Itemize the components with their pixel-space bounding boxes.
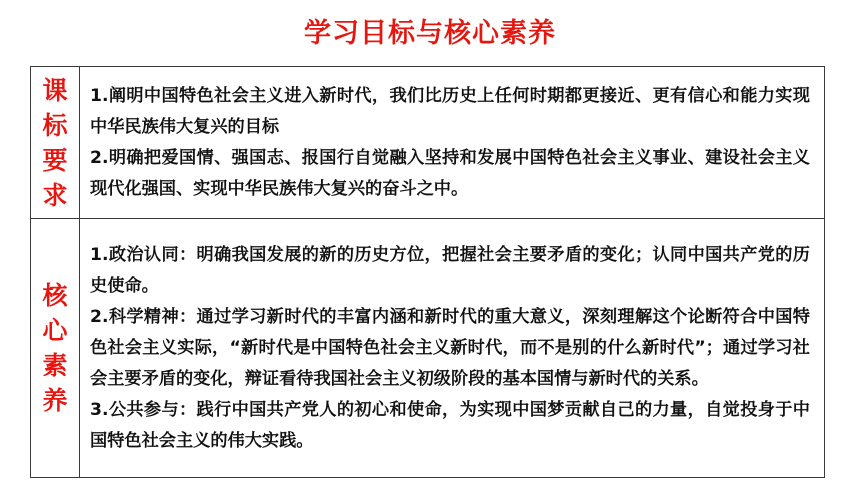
literacy-item-political-identity: 1.政治认同：明确我国发展的新的历史方位，把握社会主要矛盾的变化；认同中国共产党的历史使命。 bbox=[90, 244, 810, 296]
requirement-item-1: 1.阐明中国特色社会主义进入新时代，我们比历史上任何时期都更接近、更有信心和能力实现中华民族伟大复兴的目标 bbox=[90, 85, 810, 137]
section-content-cell bbox=[80, 219, 825, 478]
goals-table bbox=[30, 66, 825, 478]
core-literacy-row bbox=[31, 219, 825, 478]
section-label-cell bbox=[31, 219, 80, 478]
section-content-cell bbox=[80, 67, 825, 219]
literacy-item-scientific-spirit: 2.科学精神：通过学习新时代的丰富内涵和新时代的重大意义，深刻理解这个论断符合中国特色社会主义实际，“新时代是中国特色社会主义新时代，而不是别的什么新时代”；通过学习社会主要矛盾的变化，辩证看待我国社会主义初级阶段的基本国情与新时代的关系。 bbox=[90, 306, 810, 389]
literacy-item-public-participation: 3.公共参与：践行中国共产党人的初心和使命，为实现中国梦贡献自己的力量，自觉投身于中国特色社会主义的伟大实践。 bbox=[90, 399, 810, 451]
requirement-item-2: 2.明确把爱国情、强国志、报国行自觉融入坚持和发展中国特色社会主义事业、建设社会主义现代化强国、实现中华民族伟大复兴的奋斗之中。 bbox=[90, 147, 810, 199]
section-label-cell bbox=[31, 67, 80, 219]
section-label-core-literacy: 核心素养 bbox=[42, 281, 68, 415]
page-title: 学习目标与核心素养 bbox=[304, 18, 556, 49]
section-label-curriculum-requirements: 课标要求 bbox=[42, 75, 68, 210]
curriculum-requirements-row bbox=[31, 67, 825, 219]
